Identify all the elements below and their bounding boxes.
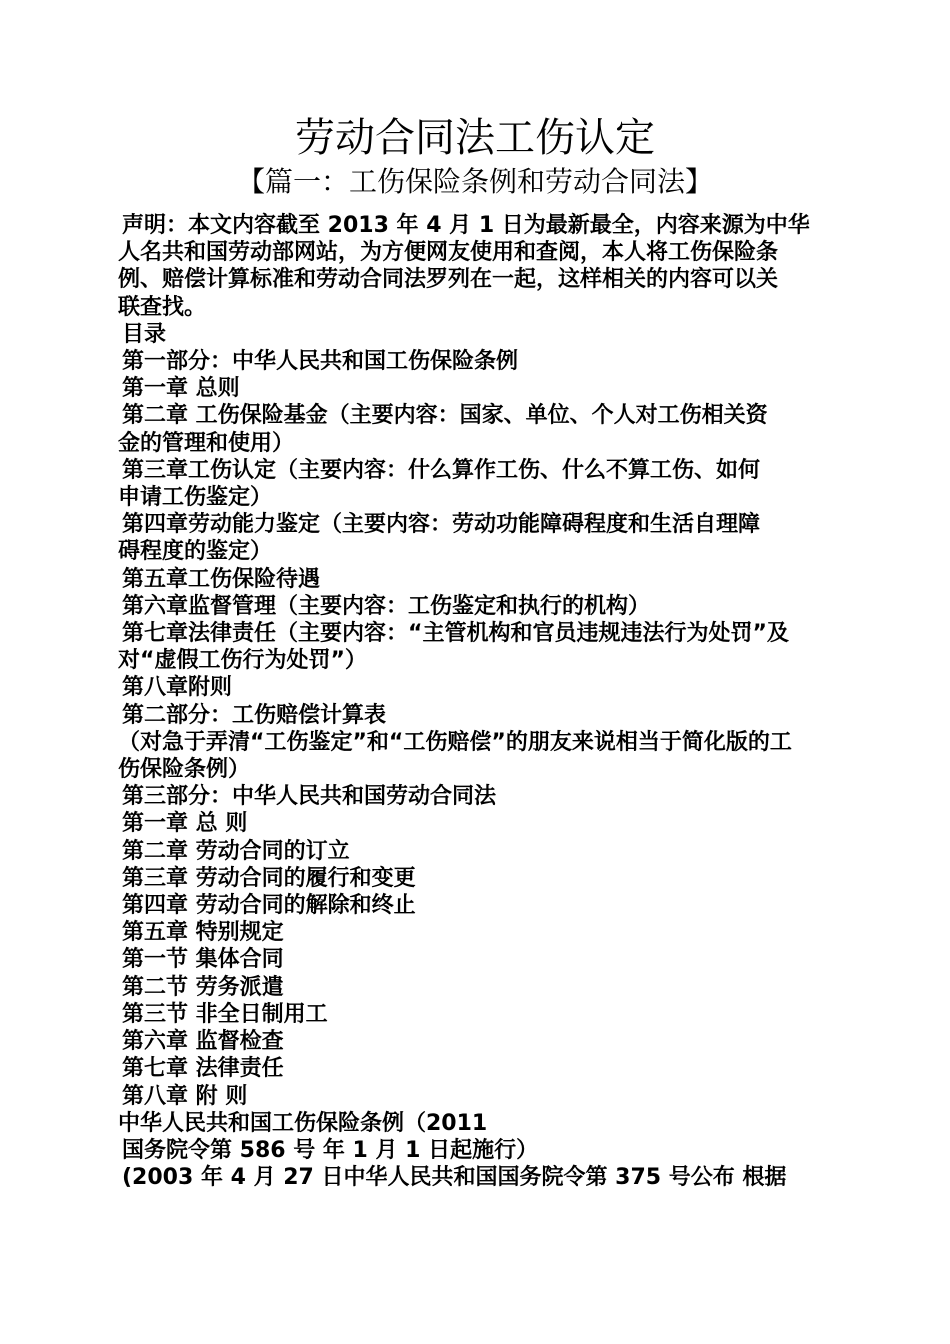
regulation-title-line: 中华人民共和国工伤保险条例（2011 [118, 1110, 488, 1136]
toc-line: 申请工伤鉴定） [118, 485, 273, 511]
toc-line: 伤保险条例） [118, 757, 251, 783]
toc-line: 第三节 非全日制用工 [122, 1001, 328, 1027]
toc-line: 碍程度的鉴定） [118, 539, 273, 565]
toc-line: 第六章 监督检查 [122, 1029, 284, 1055]
statement-line: 联查找。 [118, 294, 207, 320]
toc-line: 第二章 劳动合同的订立 [122, 838, 350, 864]
toc-line: 第四章 劳动合同的解除和终止 [122, 893, 416, 919]
statement-line: 例、赔偿计算标准和劳动合同法罗列在一起，这样相关的内容可以关 [118, 267, 779, 293]
statement-line: 声明：本文内容截至 2013 年 4 月 1 日为最新最全，内容来源为中华 [122, 213, 810, 238]
toc-line: 第八章 附 则 [122, 1083, 248, 1109]
toc-line: 第七章 法律责任 [122, 1056, 284, 1082]
toc-line: 第八章附则 [122, 675, 233, 701]
toc-line: 第三章 劳动合同的履行和变更 [122, 865, 416, 891]
statement-line: 人名共和国劳动部网站，为方便网友使用和查阅，本人将工伤保险条 [118, 240, 779, 266]
document-title: 劳动合同法工伤认定 [295, 115, 655, 161]
toc-line: 第四章劳动能力鉴定（主要内容：劳动功能障碍程度和生活自理障 [122, 512, 761, 538]
toc-line: 第一章 总 则 [122, 811, 248, 837]
toc-line: 第五章 特别规定 [122, 920, 284, 946]
regulation-decree-line: 国务院令第 586 号 年 1 月 1 日起施行） [122, 1137, 539, 1163]
toc-line: 对“虚假工伤行为处罚”） [118, 648, 367, 674]
toc-line: （对急于弄清“工伤鉴定”和“工伤赔偿”的朋友来说相当于简化版的工 [118, 729, 792, 755]
toc-line: 第六章监督管理（主要内容：工伤鉴定和执行的机构） [122, 593, 651, 619]
toc-line: 第一部分：中华人民共和国工伤保险条例 [122, 349, 519, 375]
document-subtitle: 【篇一：工伤保险条例和劳动合同法】 [236, 165, 713, 198]
regulation-history-line: (2003 年 4 月 27 日中华人民共和国国务院令第 375 号公布 根据 [122, 1165, 787, 1191]
toc-line: 金的管理和使用） [118, 430, 295, 456]
toc-line: 第二节 劳务派遣 [122, 974, 284, 1000]
toc-line: 第二章 工伤保险基金（主要内容：国家、单位、个人对工伤相关资 [122, 403, 768, 429]
toc-line: 第三章工伤认定（主要内容：什么算作工伤、什么不算工伤、如何 [122, 457, 761, 483]
toc-line: 第一节 集体合同 [122, 947, 284, 973]
toc-line: 第七章法律责任（主要内容：“主管机构和官员违规违法行为处罚”及 [122, 621, 789, 647]
toc-line: 第二部分：工伤赔偿计算表 [122, 702, 387, 728]
toc-heading: 目录 [122, 321, 167, 347]
document-body [118, 212, 838, 1191]
toc-line: 第三部分：中华人民共和国劳动合同法 [122, 784, 497, 810]
toc-line: 第五章工伤保险待遇 [122, 566, 321, 592]
toc-line: 第一章 总则 [122, 376, 240, 402]
